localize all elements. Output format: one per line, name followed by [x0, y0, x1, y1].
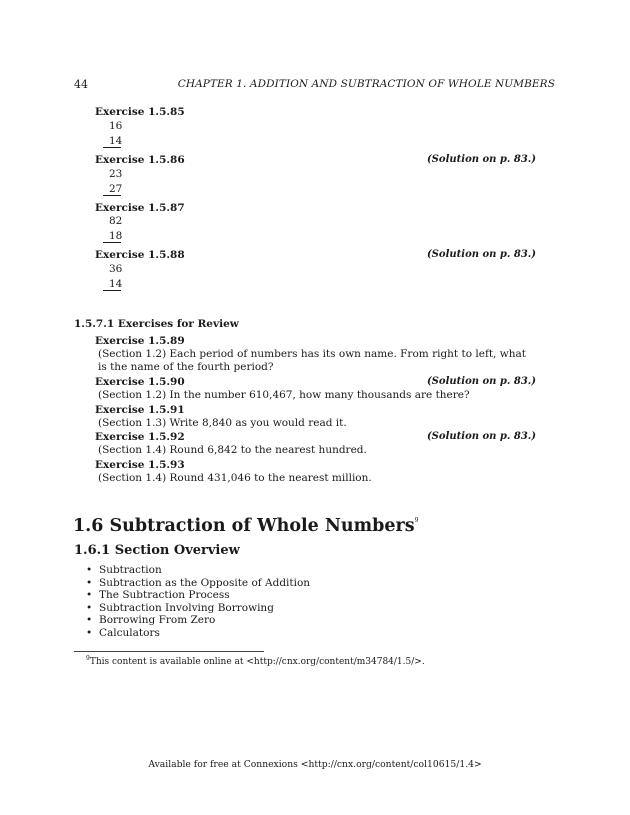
problem-top-number: 82	[109, 215, 123, 227]
list-item: • Subtraction	[86, 564, 310, 577]
problem-bottom-number: 18	[103, 230, 121, 243]
overview-list	[86, 564, 310, 640]
exercise-title: Exercise 1.5.93	[95, 459, 185, 471]
exercise-title: Exercise 1.5.90	[95, 376, 185, 388]
solution-link[interactable]: (Solution on p. 83.)	[426, 154, 536, 165]
exercise-title: Exercise 1.5.91	[95, 404, 185, 416]
exercise-text: (Section 1.4) Round 431,046 to the nearest million.	[98, 472, 372, 484]
problem-top-number: 36	[109, 263, 123, 275]
footnote-text: This content is available online at <http://cnx.org/content/m34784/1.5/>.	[89, 657, 425, 667]
exercise-title: Exercise 1.5.87	[95, 202, 185, 214]
review-heading: 1.5.7.1 Exercises for Review	[74, 318, 239, 330]
list-item: • Calculators	[86, 627, 310, 640]
section-title-text: 1.6 Subtraction of Whole Numbers	[73, 516, 415, 536]
section-title	[73, 516, 418, 536]
section-overview-heading: 1.6.1 Section Overview	[74, 543, 240, 558]
solution-link[interactable]: (Solution on p. 83.)	[426, 376, 536, 387]
exercise-title: Exercise 1.5.92	[95, 431, 185, 443]
solution-link[interactable]: (Solution on p. 83.)	[426, 431, 536, 442]
list-item: • Borrowing From Zero	[86, 614, 310, 627]
exercise-title: Exercise 1.5.85	[95, 106, 185, 118]
footnote-marker[interactable]: 9	[414, 517, 419, 524]
list-item: • The Subtraction Process	[86, 589, 310, 602]
solution-link[interactable]: (Solution on p. 83.)	[426, 249, 536, 260]
footnote-rule	[74, 651, 264, 652]
exercise-text: (Section 1.3) Write 8,840 as you would read it.	[98, 417, 347, 429]
exercise-title: Exercise 1.5.88	[95, 249, 185, 261]
exercise-text: (Section 1.4) Round 6,842 to the nearest hundred.	[98, 444, 367, 456]
footnote-mark: 9	[86, 655, 90, 662]
exercise-text: (Section 1.2) In the number 610,467, how many thousands are there?	[98, 389, 470, 401]
exercise-title: Exercise 1.5.89	[95, 335, 185, 347]
page-number: 44	[74, 78, 88, 91]
footnote	[86, 655, 425, 667]
list-item: • Subtraction Involving Borrowing	[86, 602, 310, 615]
exercise-text: (Section 1.2) Each period of numbers has its own name. From right to left, what is the name of the fourth period?	[98, 348, 526, 373]
exercise-title: Exercise 1.5.86	[95, 154, 185, 166]
page-footer: Available for free at Connexions <http://cnx.org/content/col10615/1.4>	[148, 759, 482, 770]
problem-bottom-number: 27	[103, 183, 121, 196]
problem-bottom-number: 14	[103, 135, 121, 148]
problem-bottom-number: 14	[103, 278, 121, 291]
problem-top-number: 16	[109, 120, 123, 132]
problem-top-number: 23	[109, 168, 123, 180]
list-item: • Subtraction as the Opposite of Addition	[86, 577, 310, 590]
running-head: CHAPTER 1. ADDITION AND SUBTRACTION OF WHOLE NUMBERS	[177, 78, 555, 90]
